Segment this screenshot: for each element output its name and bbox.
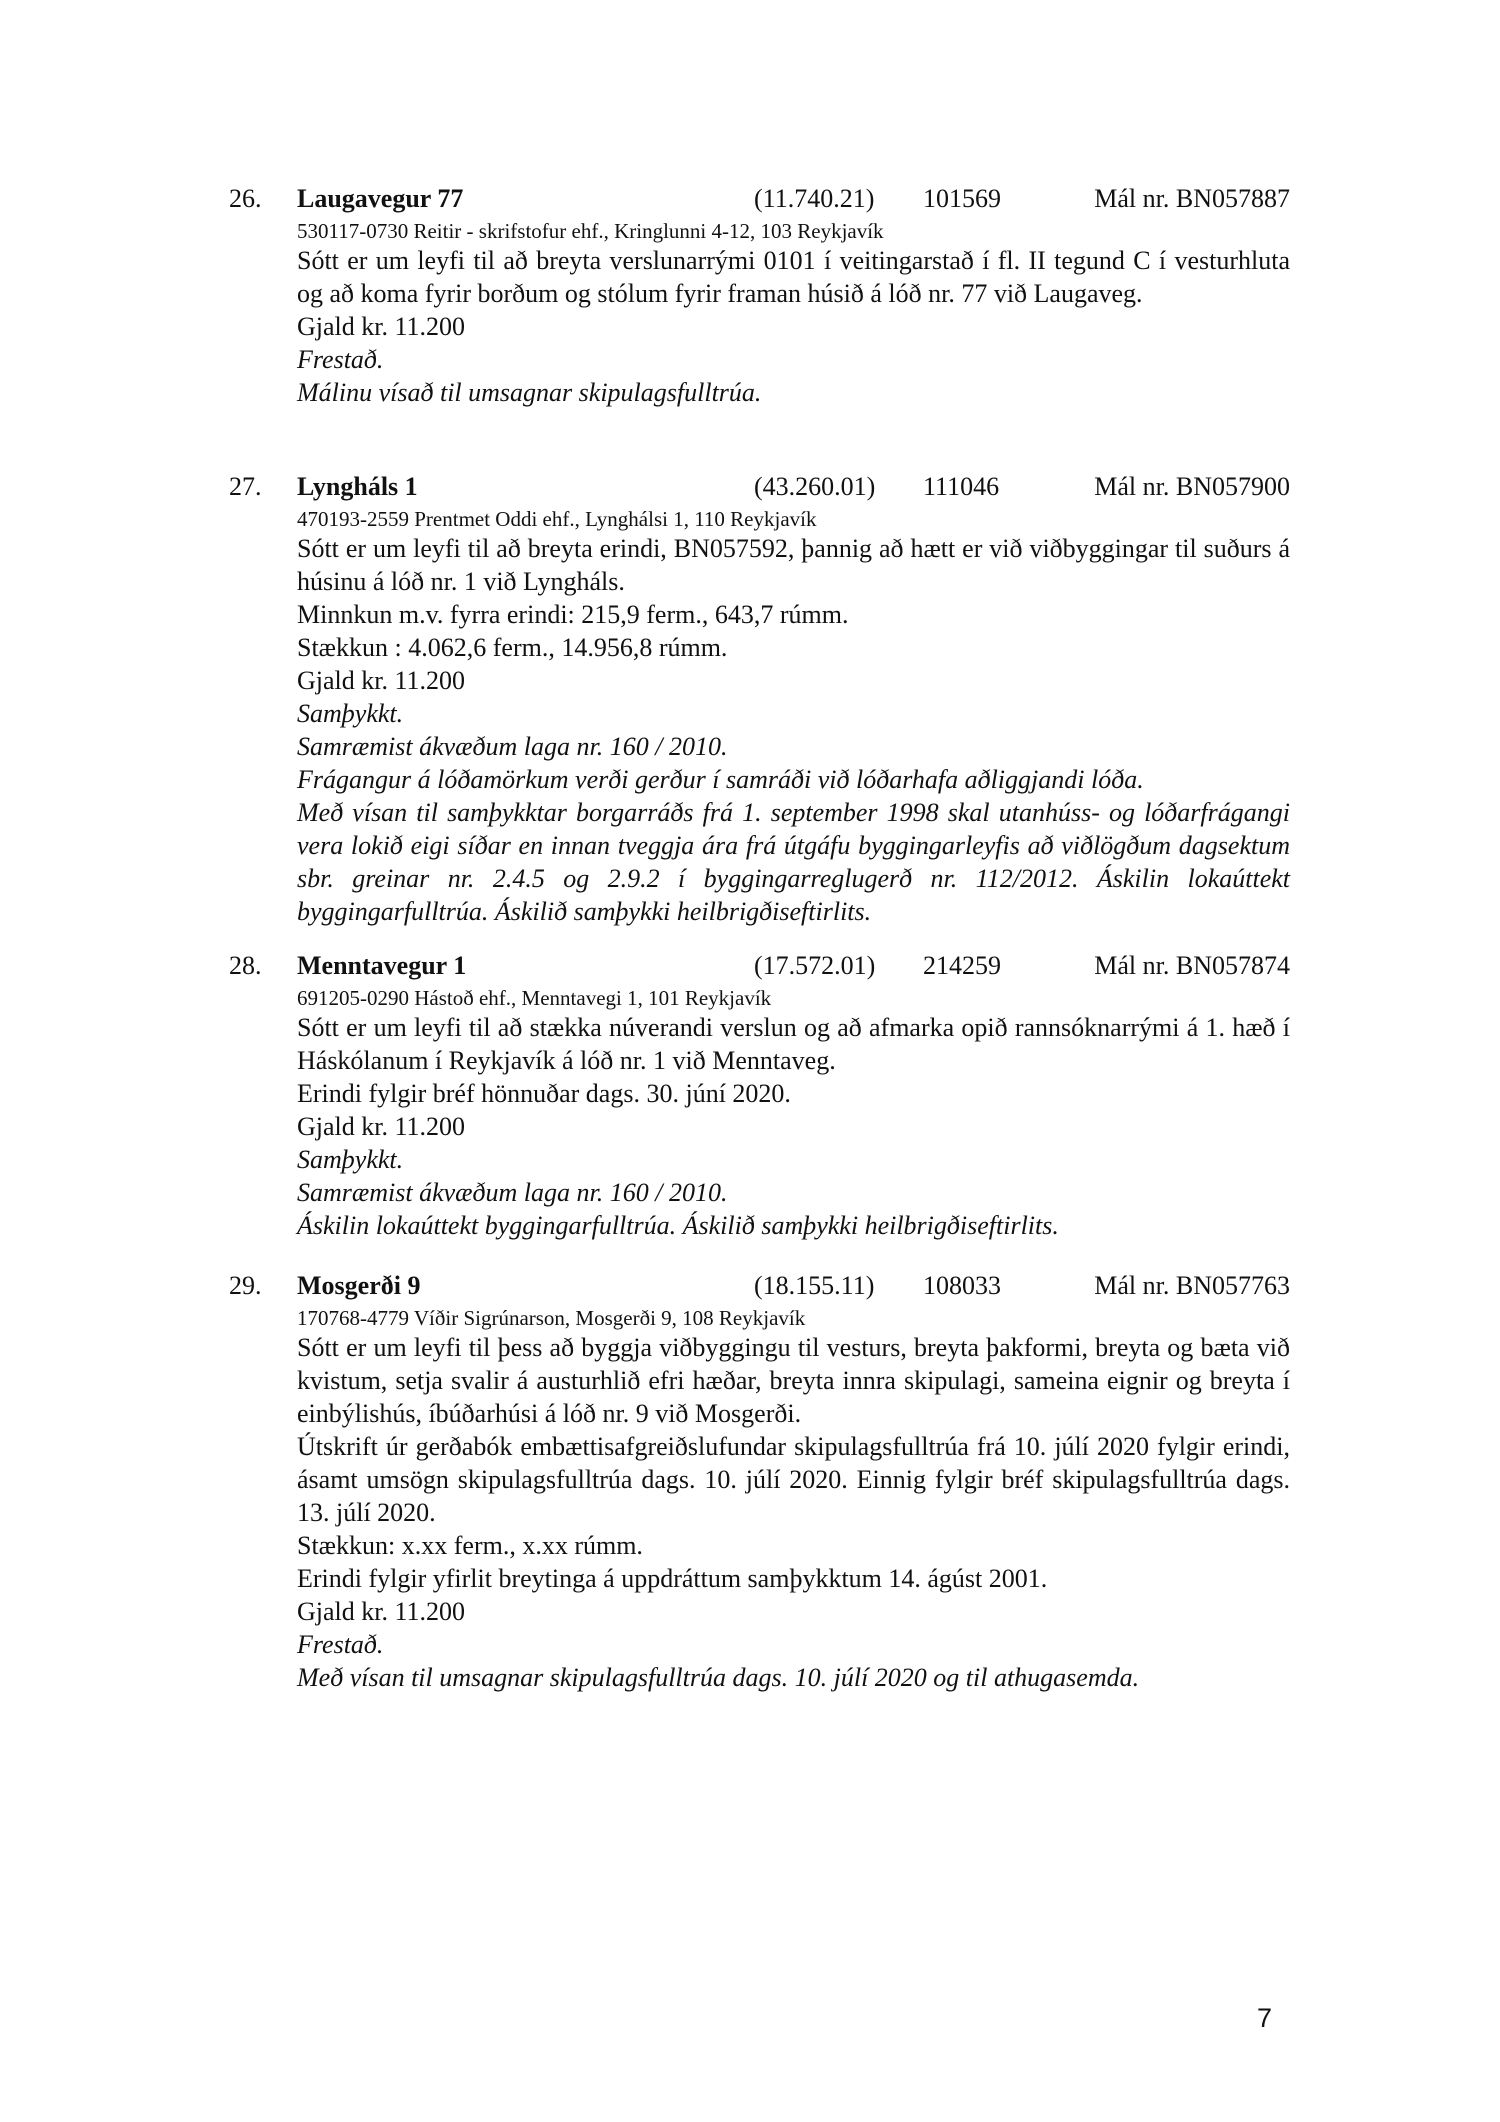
decision: Frestað. — [297, 345, 384, 374]
case-reference: Mál nr. BN057763 — [1094, 1271, 1290, 1300]
page-number: 7 — [1257, 2003, 1273, 2033]
decision: Samþykkt. — [297, 699, 404, 728]
case-entry-27 — [229, 468, 1290, 928]
note: Áskilin lokaúttekt byggingarfulltrúa. Áskilið samþykki heilbrigðiseftirlits. — [297, 1211, 1059, 1240]
case-address: Lyngháls 1 — [297, 472, 418, 501]
case-body — [297, 1305, 1290, 1694]
fee-line: Gjald kr. 11.200 — [297, 1597, 466, 1626]
case-body — [297, 218, 1290, 409]
land-id: (18.155.11) — [754, 1271, 875, 1300]
lot-number: 214259 — [923, 951, 1001, 980]
lot-number: 111046 — [923, 472, 1000, 501]
note: Samræmist ákvæðum laga nr. 160 / 2010. — [297, 732, 728, 761]
decision: Frestað. — [297, 1630, 384, 1659]
size-increase-line: Stækkun : 4.062,6 ferm., 14.956,8 rúmm. — [297, 633, 728, 662]
lot-number: 101569 — [923, 184, 1001, 213]
attachment-line: Erindi fylgir yfirlit breytinga á uppdráttum samþykktum 14. ágúst 2001. — [297, 1564, 1048, 1593]
description: Sótt er um leyfi til að stækka núverandi verslun og að afmarka opið rannsóknarrými á 1. hæð í Háskólanum í Reykjavík á lóð nr. 1 við Menntaveg. — [297, 1013, 1290, 1075]
case-header — [229, 1267, 1290, 1305]
case-header — [229, 180, 1290, 218]
land-id: (43.260.01) — [754, 472, 876, 501]
applicant: 691205-0290 Hástoð ehf., Menntavegi 1, 101 Reykjavík — [297, 986, 772, 1010]
lot-number: 108033 — [923, 1271, 1001, 1300]
description: Sótt er um leyfi til að breyta verslunarrými 0101 í veitingarstað í fl. II tegund C í vesturhluta og að koma fyrir borðum og stólum fyrir framan húsið á lóð nr. 77 við Laugaveg. — [297, 246, 1290, 308]
applicant: 170768-4779 Víðir Sigrúnarson, Mosgerði 9, 108 Reykjavík — [297, 1306, 806, 1330]
size-reduction-line: Minnkun m.v. fyrra erindi: 215,9 ferm., 643,7 rúmm. — [297, 600, 849, 629]
fee-line: Gjald kr. 11.200 — [297, 666, 466, 695]
note: Samræmist ákvæðum laga nr. 160 / 2010. — [297, 1178, 728, 1207]
applicant: 530117-0730 Reitir - skrifstofur ehf., Kringlunni 4-12, 103 Reykjavík — [297, 219, 884, 243]
case-body — [297, 506, 1290, 928]
description: Sótt er um leyfi til þess að byggja viðbyggingu til vesturs, breyta þakformi, breyta og bæta við kvistum, setja svalir á austurhlið efri hæðar, breyta innra skipulagi, sameina eignir og breyta í einbýlishús, íbúðarhúsi á lóð nr. 9 við Mosgerði. — [297, 1333, 1290, 1428]
fee-line: Gjald kr. 11.200 — [297, 1112, 466, 1141]
case-entry-26 — [229, 180, 1290, 409]
note: Frágangur á lóðamörkum verði gerður í samráði við lóðarhafa aðliggjandi lóða. — [297, 765, 1144, 794]
decision: Samþykkt. — [297, 1145, 404, 1174]
case-reference: Mál nr. BN057887 — [1094, 184, 1290, 213]
case-number-index: 27. — [229, 472, 262, 501]
case-address: Laugavegur 77 — [297, 184, 464, 213]
land-id: (17.572.01) — [754, 951, 876, 980]
case-number-index: 29. — [229, 1271, 262, 1300]
case-header — [229, 947, 1290, 985]
case-number-index: 28. — [229, 951, 262, 980]
note: Með vísan til samþykktar borgarráðs frá 1. september 1998 skal utanhúss- og lóðarfrágangi vera lokið eigi síðar en innan tveggja ára frá útgáfu byggingarleyfis að viðlögðum dagsektum sbr. greinar nr. 2.4.5 og 2.9.2 í byggingarreglugerð nr. 112/2012. Áskilin lokaúttekt byggingarfulltrúa. Áskilið samþykki heilbrigðiseftirlits. — [297, 798, 1290, 926]
case-reference: Mál nr. BN057874 — [1094, 951, 1290, 980]
case-header — [229, 468, 1290, 506]
applicant: 470193-2559 Prentmet Oddi ehf., Lynghálsi 1, 110 Reykjavík — [297, 507, 817, 531]
description: Sótt er um leyfi til að breyta erindi, BN057592, þannig að hætt er við viðbyggingar til suðurs á húsinu á lóð nr. 1 við Lyngháls. — [297, 534, 1290, 596]
fee-line: Gjald kr. 11.200 — [297, 312, 466, 341]
attachment-line: Erindi fylgir bréf hönnuðar dags. 30. júní 2020. — [297, 1079, 791, 1108]
note: Málinu vísað til umsagnar skipulagsfulltrúa. — [297, 378, 762, 407]
case-address: Menntavegur 1 — [297, 951, 467, 980]
case-entry-29 — [229, 1267, 1290, 1694]
land-id: (11.740.21) — [754, 184, 875, 213]
case-entry-28 — [229, 947, 1290, 1242]
size-increase-line: Stækkun: x.xx ferm., x.xx rúmm. — [297, 1531, 643, 1560]
case-number-index: 26. — [229, 184, 262, 213]
note: Með vísan til umsagnar skipulagsfulltrúa dags. 10. júlí 2020 og til athugasemda. — [297, 1663, 1140, 1692]
case-body — [297, 985, 1290, 1242]
description-attachments: Útskrift úr gerðabók embættisafgreiðslufundar skipulagsfulltrúa frá 10. júlí 2020 fylgir erindi, ásamt umsögn skipulagsfulltrúa dags. 10. júlí 2020. Einnig fylgir bréf skipulagsfulltrúa dags. 13. júlí 2020. — [297, 1432, 1290, 1527]
case-address: Mosgerði 9 — [297, 1271, 421, 1300]
case-reference: Mál nr. BN057900 — [1094, 472, 1290, 501]
